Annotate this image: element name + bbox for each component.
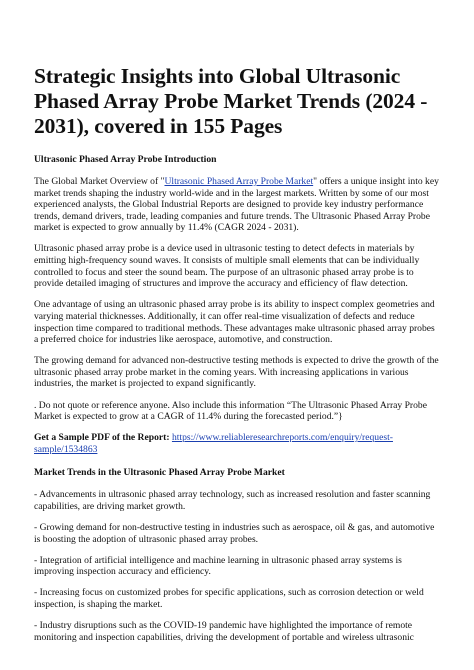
overview-paragraph xyxy=(34,176,441,234)
trend-item: - Integration of artificial intelligence and machine learning in ultrasonic phased array systems is improving inspection accuracy and efficiency. xyxy=(34,554,402,578)
trend-item: - Industry disruptions such as the COVID-19 pandemic have highlighted the importance of remote monitoring and inspection capabilities, driving the development of portable and wireless ultrasonic xyxy=(34,620,414,643)
market-report-link[interactable]: Ultrasonic Phased Array Probe Market xyxy=(164,176,314,187)
trends-heading: Market Trends in the Ultrasonic Phased Array Probe Market xyxy=(34,467,285,479)
sample-request-paragraph xyxy=(34,432,441,455)
instruction-paragraph: . Do not quote or reference anyone. Also include this information “The Ultrasonic Phased Array Probe Market is expected to grow at a CAGR of 11.4% during the forecasted period.”} xyxy=(34,399,427,423)
document-title: Strategic Insights into Global Ultrasonic Phased Array Probe Market Trends (2024 - 2031), covered in 155 Pages xyxy=(34,64,428,138)
trend-item: - Growing demand for non-destructive testing in industries such as aerospace, oil & gas, and automotive is boosting the adoption of ultrasonic phased array probes. xyxy=(34,522,435,545)
sample-request-link[interactable]: https://www.reliableresearchreports.com/enquiry/request-sample/1534863 xyxy=(34,432,393,455)
growth-paragraph: The growing demand for advanced non-destructive testing methods is expected to drive the growth of the ultrasonic phased array probe market in the coming years. With increasing applications in various industries, the market is projected to expand significantly. xyxy=(34,355,439,390)
sample-label: Get a Sample PDF of the Report: xyxy=(34,432,172,444)
overview-text-after: " offers a unique insight into key market trends shaping the industry world-wide and in the largest markets. Written by some of our most experienced analysts, the Global Industrial Reports are designed to provide key industry performance trends, demand drivers, trade, leading companies and future trends. The Ultrasonic Phased Array Probe market is expected to grow annually by 11.4% (CAGR 2024 - 2031). xyxy=(34,176,439,234)
definition-paragraph: Ultrasonic phased array probe is a device used in ultrasonic testing to detect defects in materials by emitting high-frequency sound waves. It consists of multiple small elements that can be individually controlled to focus and steer the sound beam. The purpose of an ultrasonic phased array probe is to provide detailed imaging of structures and improve the accuracy and efficiency of flaw detection. xyxy=(34,243,420,290)
intro-heading: Ultrasonic Phased Array Probe Introduction xyxy=(34,154,217,165)
overview-text-before: The Global Market Overview of " xyxy=(34,176,165,187)
trend-item: - Advancements in ultrasonic phased array technology, such as increased resolution and faster scanning capabilities, are driving market growth. xyxy=(34,489,431,512)
advantages-paragraph: One advantage of using an ultrasonic phased array probe is its ability to inspect complex geometries and varying material thicknesses. Additionally, it can offer real-time visualization of defects and reduce inspection time compared to traditional methods. These advantages make ultrasonic phased array probes a preferred choice for industries like aerospace, automotive, and construction. xyxy=(34,299,435,346)
trend-item: - Increasing focus on customized probes for specific applications, such as corrosion detection or weld inspection, is shaping the market. xyxy=(34,587,424,611)
